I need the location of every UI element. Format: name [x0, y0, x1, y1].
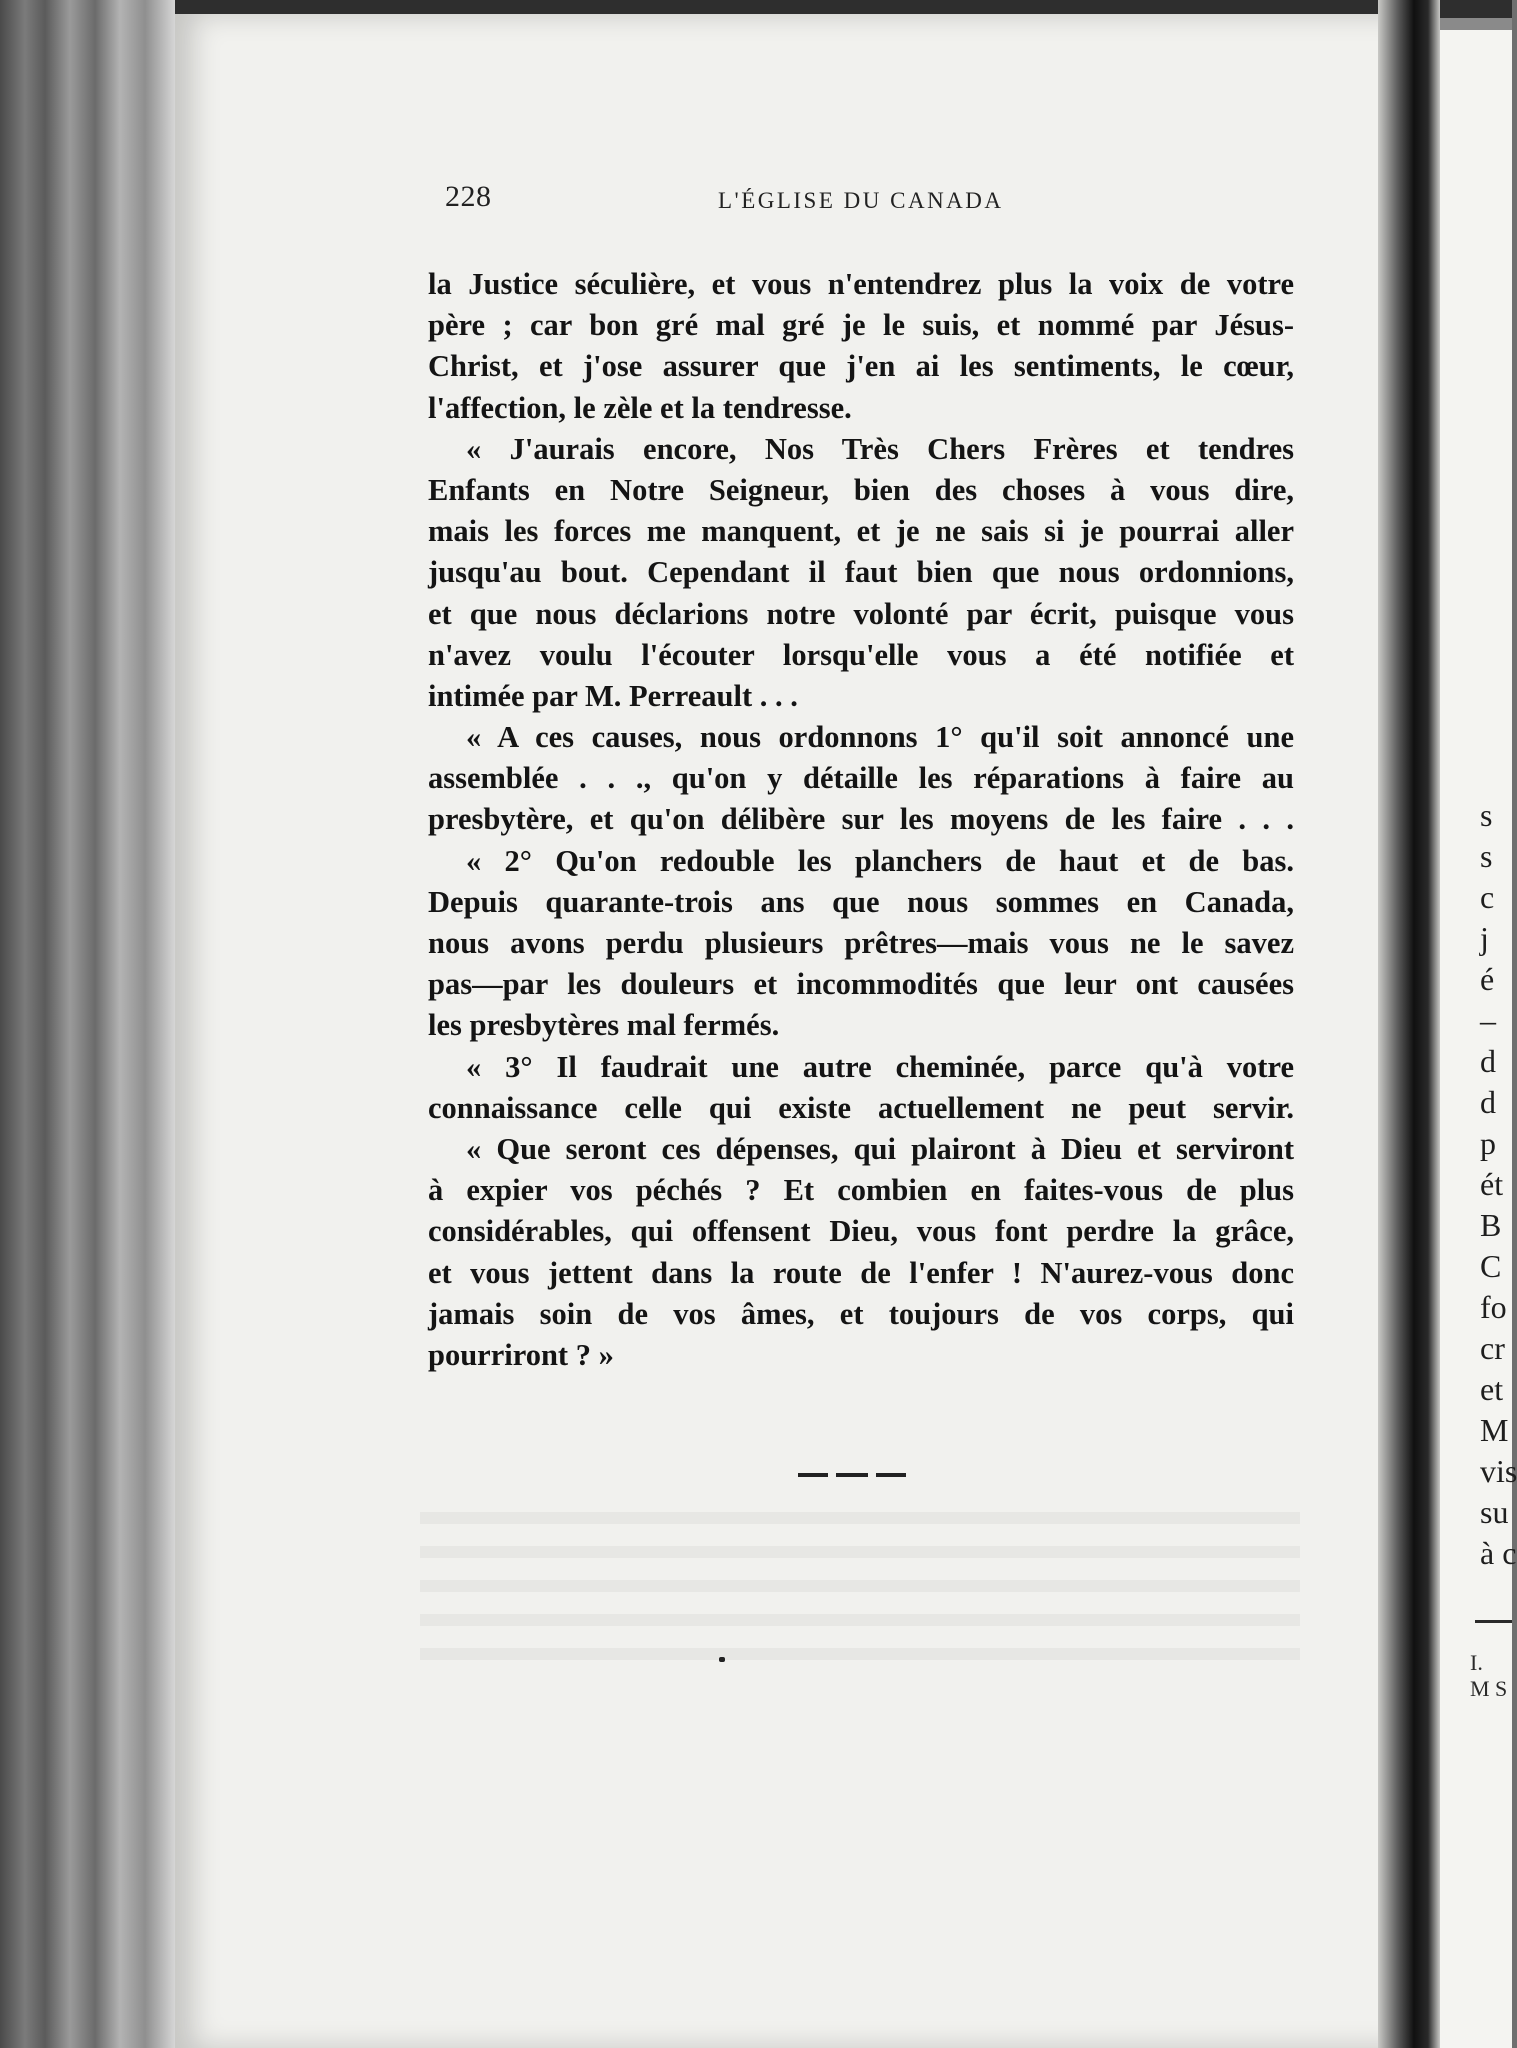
page-number: 228: [445, 180, 492, 213]
facing-page-fragment: c: [1480, 879, 1495, 915]
text-line: intimée par M. Perreault . . .: [428, 678, 798, 713]
facing-page-fragment: é: [1480, 961, 1495, 997]
facing-page-fragment: B: [1480, 1207, 1502, 1243]
text-line: et que nous déclarions notre volonté par écrit, puisque vous: [428, 596, 1294, 631]
facing-page-footnote: [1470, 1650, 1512, 1702]
facing-page-fragment: p: [1480, 1125, 1496, 1161]
text-line: à expier vos péchés ? Et combien en faites-vous de plus: [428, 1173, 1294, 1208]
facing-page-fragment: C: [1480, 1248, 1502, 1284]
text-line: l'affection, le zèle et la tendresse.: [428, 390, 852, 425]
show-through-text: [420, 1490, 1300, 1670]
text-line: les presbytères mal fermés.: [428, 1008, 780, 1043]
facing-page-fragment: cr: [1480, 1330, 1505, 1366]
text-line: jamais soin de vos âmes, et toujours de vos corps, qui: [428, 1296, 1294, 1331]
text-line: « Que seront ces dépenses, qui plairont à Dieu et serviront: [466, 1131, 1294, 1166]
facing-page-fragment: su: [1480, 1494, 1509, 1530]
facing-page-footnote-line: I.: [1470, 1650, 1483, 1675]
section-end-rule: [798, 1473, 906, 1477]
text-line: « 2° Qu'on redouble les planchers de haut et de bas.: [466, 843, 1294, 878]
print-speck: [719, 1657, 725, 1662]
text-line: jusqu'au bout. Cependant il faut bien que nous ordonnions,: [428, 555, 1294, 590]
text-line: « J'aurais encore, Nos Très Chers Frères et tendres: [466, 431, 1294, 466]
facing-page-fragment: fo: [1480, 1289, 1507, 1325]
text-line: considérables, qui offensent Dieu, vous font perdre la grâce,: [428, 1214, 1294, 1249]
facing-page-fragment: s: [1480, 797, 1493, 833]
text-line: « 3° Il faudrait une autre cheminée, parce qu'à votre: [466, 1049, 1294, 1084]
text-line: mais les forces me manquent, et je ne sais si je pourrai aller: [428, 514, 1294, 549]
text-line: pas—par les douleurs et incommodités que leur ont causées: [428, 967, 1294, 1002]
facing-page-fragment: j: [1480, 920, 1489, 956]
text-line: nous avons perdu plusieurs prêtres—mais vous ne le savez: [428, 926, 1294, 960]
facing-page-fragment: vis: [1480, 1453, 1517, 1489]
text-line: et vous jettent dans la route de l'enfer ! N'aurez-vous donc: [428, 1255, 1294, 1290]
text-line: pourriront ? »: [428, 1337, 614, 1372]
facing-page-fragment: s: [1480, 838, 1493, 874]
text-line: « A ces causes, nous ordonnons 1° qu'il soit annoncé une: [466, 720, 1294, 755]
text-line: connaissance celle qui existe actuellement ne peut servir.: [428, 1090, 1294, 1125]
book-page-edges: [0, 0, 175, 2048]
facing-page-footnote-line: M S: [1470, 1676, 1508, 1701]
text-line: Depuis quarante-trois ans que nous sommes en Canada,: [428, 884, 1294, 919]
facing-page-text: [1480, 795, 1517, 1574]
running-title: L'ÉGLISE DU CANADA: [718, 188, 1004, 213]
text-line: Enfants en Notre Seigneur, bien des choses à vous dire,: [428, 472, 1294, 507]
facing-page-fragment: –: [1480, 1002, 1496, 1038]
text-line: presbytère, et qu'on délibère sur les moyens de les faire . . .: [428, 802, 1294, 837]
text-line: la Justice séculière, et vous n'entendrez plus la voix de votre: [428, 267, 1294, 301]
facing-page-fragment: d: [1480, 1084, 1496, 1120]
facing-page-footnote-rule: [1475, 1620, 1512, 1623]
body-text: [428, 264, 1294, 1376]
facing-page-fragment: et: [1480, 1371, 1504, 1407]
facing-page-fragment: M: [1480, 1412, 1509, 1448]
text-line: père ; car bon gré mal gré je le suis, et nommé par Jésus-: [428, 308, 1294, 343]
text-line: n'avez voulu l'écouter lorsqu'elle vous a été notifiée et: [428, 637, 1294, 672]
facing-page-fragment: d: [1480, 1043, 1496, 1079]
facing-page-fragment: ét: [1480, 1166, 1504, 1202]
facing-page-fragment: à c: [1480, 1535, 1517, 1571]
book-gutter-shadow: [1378, 0, 1440, 2048]
text-line: assemblée . . ., qu'on y détaille les réparations à faire au: [428, 761, 1294, 796]
text-line: Christ, et j'ose assurer que j'en ai les sentiments, le cœur,: [428, 349, 1294, 384]
